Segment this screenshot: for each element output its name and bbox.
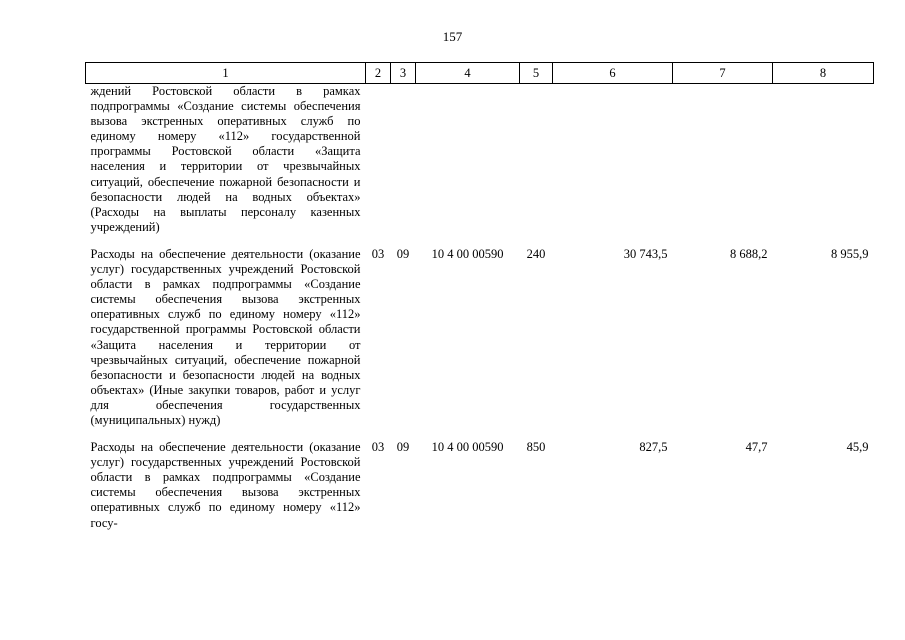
header-cell: 5 <box>520 63 553 84</box>
target-item-code: 10 4 00 00590 <box>431 246 504 261</box>
amount-col8 <box>773 84 874 245</box>
expense-type-code: 240 <box>526 246 546 261</box>
subsection-code: 09 <box>396 246 410 261</box>
expense-name: Расходы на обеспечение деятельности (оказание услуг) государственных учреждений Ростовской области в рамках подпрограммы «Создание системы обеспечения вызова экстренных оперативных служб по единому номеру «112» госу- <box>90 440 361 530</box>
header-cell: 3 <box>391 63 416 84</box>
amount-col8: 8 955,9 <box>831 246 869 261</box>
header-cell: 6 <box>553 63 673 84</box>
section-code: 03 <box>371 440 385 455</box>
target-item-code: 10 4 00 00590 <box>431 440 504 455</box>
amount-col6: 30 743,5 <box>623 246 668 261</box>
expense-name: ждений Ростовской области в рамках подпрограммы «Создание системы обеспечения вызова экстренных оперативных служб по единому номеру «112» государственной программы Ростовской области «Защита населения и территории от чрезвычайных ситуаций, обеспечение пожарной безопасности и безопасности людей на водных объектах» (Расходы на выплаты персоналу казенных учреждений) <box>90 84 361 234</box>
amount-col7: 47,7 <box>745 440 768 455</box>
target-item-code <box>416 84 520 245</box>
table-row <box>86 438 874 531</box>
amount-col6 <box>553 84 673 245</box>
amount-col8: 45,9 <box>846 440 869 455</box>
subsection-code <box>391 84 416 245</box>
expense-type-code: 850 <box>526 440 546 455</box>
header-cell: 4 <box>416 63 520 84</box>
amount-col7 <box>673 84 773 245</box>
header-cell: 1 <box>86 63 366 84</box>
header-cell: 2 <box>366 63 391 84</box>
budget-table <box>85 62 874 531</box>
subsection-code: 09 <box>396 440 410 455</box>
section-code <box>366 84 391 245</box>
page-number: 157 <box>442 29 463 44</box>
header-cell: 8 <box>773 63 874 84</box>
expense-name: Расходы на обеспечение деятельности (оказание услуг) государственных учреждений Ростовской области в рамках подпрограммы «Создание системы обеспечения вызова экстренных оперативных служб по единому номеру «112» государственной программы Ростовской области «Защита населения и территории от чрезвычайных ситуаций, обеспечение пожарной безопасности и безопасности людей на водных объектах» (Иные закупки товаров, работ и услуг для обеспечения государственных (муниципальных) нужд) <box>90 246 361 427</box>
header-row <box>86 63 874 84</box>
amount-col6: 827,5 <box>639 440 668 455</box>
expense-type-code <box>520 84 553 245</box>
header-cell: 7 <box>673 63 773 84</box>
table-row <box>86 84 874 245</box>
amount-col7: 8 688,2 <box>730 246 768 261</box>
section-code: 03 <box>371 246 385 261</box>
table-row <box>86 245 874 438</box>
